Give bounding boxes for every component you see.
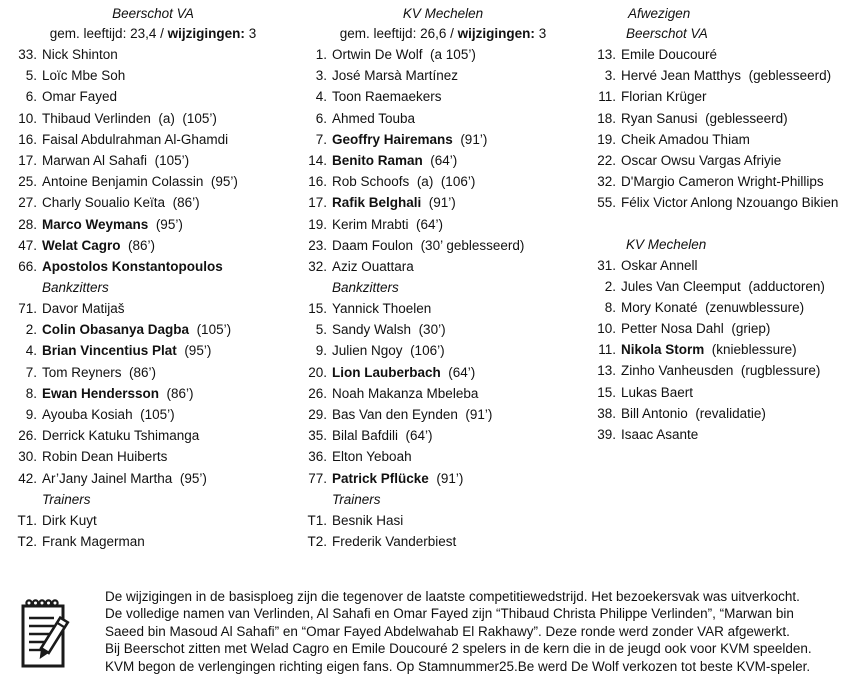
player-row: [592, 171, 868, 192]
home-trainers-heading: Trainers: [42, 491, 91, 507]
player-row: [8, 404, 298, 425]
player-row: [298, 468, 588, 489]
player-note: (64’): [430, 152, 458, 168]
player-number: 42.: [18, 470, 37, 486]
player-number: 77.: [308, 470, 327, 486]
player-number: 8.: [25, 385, 37, 401]
player-name: Bas Van den Eynden: [332, 407, 458, 422]
player-number: 18.: [597, 110, 616, 126]
player-name: Kerim Mrabti: [332, 216, 409, 232]
player-name: Ryan Sanusi: [621, 110, 698, 126]
player-row: [298, 404, 588, 425]
player-row: [298, 256, 588, 277]
player-number: 71.: [18, 301, 37, 317]
player-note: (106’): [410, 343, 445, 359]
player-name: Yannick Thoelen: [332, 301, 432, 317]
player-name: Colin Obasanya Dagba: [42, 322, 190, 338]
player-name: Ewan Hendersson: [42, 385, 160, 401]
player-note: (95’): [179, 470, 207, 486]
player-note: (105’): [196, 322, 232, 338]
player-number: 35.: [308, 428, 327, 444]
player-note: (95’): [184, 343, 212, 359]
absentees-away-team-heading: KV Mechelen: [626, 236, 707, 252]
player-row: [592, 86, 868, 107]
player-name: Frederik Vanderbiest: [332, 533, 457, 549]
player-note: (86’): [166, 385, 194, 401]
player-row: [298, 108, 588, 129]
player-number: 6.: [25, 89, 37, 105]
player-number: 32.: [597, 174, 616, 190]
home-changes-label: wijzigingen:: [167, 26, 245, 41]
absentees-away-list: [592, 255, 868, 446]
player-number: 10.: [18, 110, 37, 126]
player-number: 30.: [18, 449, 37, 465]
player-row: [592, 44, 868, 65]
home-starters-list: [8, 44, 298, 277]
player-row: [298, 383, 588, 404]
player-name: Derrick Katuku Tshimanga: [42, 428, 200, 444]
player-name: Omar Fayed: [42, 89, 118, 105]
player-name: Lion Lauberbach: [332, 364, 441, 380]
player-name: Marwan Al Sahafi: [42, 152, 148, 168]
player-name: Rafik Belghali: [332, 195, 422, 211]
player-number: T1.: [17, 512, 37, 528]
player-number: 1.: [315, 47, 327, 62]
player-note: (a 105’): [430, 47, 476, 62]
player-number: 26.: [308, 385, 327, 401]
player-row: [592, 297, 868, 318]
footer-line: De volledige namen van Verlinden, Al Sahafi en Omar Fayed zijn “Thibaud Christa Philippe Verlinden”, “Marwan bin: [105, 606, 794, 622]
player-number: 15.: [308, 301, 327, 317]
player-row: [8, 510, 298, 531]
player-number: T2.: [307, 533, 327, 549]
player-row: [298, 298, 588, 319]
player-name: Brian Vincentius Plat: [42, 343, 177, 359]
absentees-title: Afwezigen: [628, 6, 691, 21]
away-team-column: [298, 4, 588, 552]
player-number: 19.: [597, 131, 616, 147]
player-row: [592, 382, 868, 403]
away-bench-list: [298, 298, 588, 489]
player-number: 28.: [18, 216, 37, 232]
player-row: [592, 192, 868, 213]
player-name: Patrick Pflücke: [332, 470, 429, 486]
player-name: Isaac Asante: [621, 427, 699, 442]
player-row: [8, 192, 298, 213]
player-note: (91’): [436, 470, 464, 486]
home-team-stats: [8, 23, 298, 44]
home-age-value: 23,4: [130, 26, 157, 41]
away-starters-list: [298, 44, 588, 277]
player-note: (86’): [128, 237, 156, 253]
player-name: Elton Yeboah: [332, 449, 412, 465]
player-number: 20.: [308, 364, 327, 380]
player-row: [298, 340, 588, 361]
player-name: Oscar Owsu Vargas Afriyie: [621, 152, 782, 168]
player-name: Rob Schoofs: [332, 174, 410, 190]
player-row: [298, 235, 588, 256]
home-changes-value: 3: [248, 26, 257, 41]
player-number: 55.: [597, 195, 616, 211]
player-row: [8, 44, 298, 65]
player-row: [298, 129, 588, 150]
player-name: Jules Van Cleemput: [621, 278, 741, 294]
player-row: [592, 108, 868, 129]
away-age-value: 26,6: [420, 26, 447, 41]
player-number: 15.: [597, 384, 616, 400]
player-row: [592, 339, 868, 360]
player-name: Daam Foulon: [332, 237, 414, 253]
player-name: Félix Victor Anlong Nzouango Bikien: [621, 195, 839, 211]
player-number: 32.: [308, 258, 327, 274]
player-note: (86’): [129, 364, 157, 380]
player-name: Julien Ngoy: [332, 343, 403, 359]
player-name: Besnik Hasi: [332, 512, 404, 528]
player-number: 66.: [18, 258, 37, 274]
player-row: [298, 531, 588, 552]
player-name: Toon Raemaekers: [332, 89, 442, 105]
player-number: 6.: [315, 110, 327, 126]
home-team-column: [8, 4, 298, 552]
player-number: 7.: [315, 131, 327, 147]
player-row: [8, 150, 298, 171]
player-note: (105’): [154, 152, 190, 168]
player-row: [8, 65, 298, 86]
player-name: Ayouba Kosiah: [42, 407, 133, 422]
player-note: (30’): [418, 322, 446, 338]
player-number: 39.: [597, 427, 616, 442]
player-number: 47.: [18, 237, 37, 253]
absentees-home-team-heading: Beerschot VA: [626, 26, 708, 41]
player-note: (geblesseerd): [748, 68, 832, 84]
player-row: [592, 129, 868, 150]
player-number: 5.: [315, 322, 327, 338]
player-row: [298, 362, 588, 383]
player-number: 4.: [315, 89, 327, 105]
player-note: (64’): [448, 364, 476, 380]
player-row: [592, 360, 868, 381]
player-note: (91’): [460, 131, 488, 147]
player-name: Oskar Annell: [621, 257, 698, 273]
player-name: Petter Nosa Dahl: [621, 321, 724, 337]
player-number: T1.: [307, 512, 327, 528]
player-number: 27.: [18, 195, 37, 211]
player-name: Hervé Jean Matthys: [621, 68, 742, 84]
player-number: 31.: [597, 257, 616, 273]
player-name: Thibaud Verlinden: [42, 110, 151, 126]
player-row: [8, 383, 298, 404]
player-name: Tom Reyners: [42, 364, 122, 380]
player-row: [298, 214, 588, 235]
footer-line: De wijzigingen in de basisploeg zijn die tegenover de laatste competitiewedstrijd. Het bezoekersvak was uitverkocht.: [105, 589, 800, 604]
player-name: Florian Krüger: [621, 89, 707, 105]
player-number: 9.: [25, 407, 37, 422]
player-number: 25.: [18, 174, 37, 190]
player-row: [8, 319, 298, 340]
player-number: 17.: [18, 152, 37, 168]
player-row: [592, 150, 868, 171]
player-note: (rugblessure): [740, 363, 821, 379]
player-name: Faisal Abdulrahman Al-Ghamdi: [42, 131, 229, 147]
player-row: [298, 86, 588, 107]
player-number: 2.: [604, 278, 616, 294]
player-name: José Marsà Martínez: [332, 68, 459, 84]
player-note: (revalidatie): [695, 405, 766, 421]
player-row: [298, 319, 588, 340]
player-row: [298, 65, 588, 86]
player-note: (knieblessure): [711, 342, 797, 358]
player-row: [8, 86, 298, 107]
home-team-title: Beerschot VA: [112, 6, 194, 21]
player-name: Ortwin De Wolf: [332, 47, 423, 62]
player-name: Welat Cagro: [42, 237, 121, 253]
home-separator: /: [160, 26, 164, 41]
player-name: Mory Konaté: [621, 299, 698, 315]
player-number: 11.: [598, 89, 616, 105]
player-number: 22.: [597, 152, 616, 168]
player-note: (zenuwblessure): [705, 299, 805, 315]
player-note: (95’): [210, 174, 238, 190]
player-note: (64’): [416, 216, 444, 232]
player-row: [298, 192, 588, 213]
player-name: Benito Raman: [332, 152, 423, 168]
player-name: Nick Shinton: [42, 47, 118, 62]
player-number: 5.: [25, 68, 37, 84]
player-note: (geblesseerd): [705, 110, 788, 126]
away-team-stats: [298, 23, 588, 44]
player-number: 2.: [25, 322, 37, 338]
player-row: [592, 318, 868, 339]
footer-line: Bij Beerschot zitten met Welad Cagro en Emile Doucouré 2 spelers in de kern die in de jeugd ook voor KVM speelden.: [105, 641, 812, 657]
player-row: [298, 425, 588, 446]
player-name: Geoffry Hairemans: [332, 131, 453, 147]
player-number: 3.: [604, 68, 616, 84]
home-trainers-list: [8, 510, 298, 552]
player-number: 23.: [308, 237, 327, 253]
absentees-column: [592, 4, 868, 445]
player-number: 11.: [598, 342, 616, 358]
player-number: 29.: [308, 407, 327, 422]
player-name: Dirk Kuyt: [42, 512, 97, 528]
player-number: 4.: [25, 343, 37, 359]
player-row: [592, 276, 868, 297]
home-bench-heading: Bankzitters: [42, 280, 109, 296]
player-name: Loïc Mbe Soh: [42, 68, 126, 84]
away-changes-label: wijzigingen:: [457, 26, 535, 41]
away-separator: /: [450, 26, 454, 41]
player-note: (105’): [140, 407, 175, 422]
absentees-home-list: [592, 44, 868, 214]
player-note: (griep): [731, 321, 771, 337]
away-trainers-heading: Trainers: [332, 491, 381, 507]
player-row: [8, 171, 298, 192]
player-number: 10.: [597, 321, 616, 337]
player-name: Charly Soualio Keïta: [42, 195, 166, 211]
player-row: [8, 298, 298, 319]
player-number: T2.: [17, 533, 37, 549]
player-row: [8, 531, 298, 552]
player-number: 38.: [597, 405, 616, 421]
player-number: 13.: [597, 363, 616, 379]
player-row: [8, 468, 298, 489]
player-note: (91’): [465, 407, 493, 422]
player-row: [592, 424, 868, 445]
home-bench-list: [8, 298, 298, 489]
player-row: [8, 425, 298, 446]
player-number: 3.: [315, 68, 327, 84]
player-note: (91’): [428, 195, 456, 211]
player-row: [592, 255, 868, 276]
player-note: (95’): [155, 216, 183, 232]
player-number: 14.: [308, 152, 327, 168]
player-row: [8, 446, 298, 467]
player-name: Apostolos Konstantopoulos: [42, 258, 223, 274]
player-note: (86’): [172, 195, 200, 211]
player-row: [8, 362, 298, 383]
player-row: [8, 129, 298, 150]
player-row: [8, 256, 298, 277]
player-row: [592, 403, 868, 424]
player-number: 26.: [18, 428, 37, 444]
player-note: (a) (106’): [416, 174, 476, 190]
player-name: Marco Weymans: [42, 216, 149, 232]
player-name: Aziz Ouattara: [332, 258, 414, 274]
player-number: 16.: [308, 174, 327, 190]
player-number: 16.: [18, 131, 37, 147]
away-trainers-list: [298, 510, 588, 552]
player-name: Sandy Walsh: [332, 322, 412, 338]
player-name: Davor Matijaš: [42, 301, 125, 317]
player-row: [298, 510, 588, 531]
player-name: Robin Dean Huiberts: [42, 449, 168, 465]
player-name: Zinho Vanheusden: [621, 363, 734, 379]
player-name: D'Margio Cameron Wright-Phillips: [621, 174, 824, 190]
player-number: 13.: [597, 47, 616, 62]
player-row: [8, 340, 298, 361]
player-number: 9.: [315, 343, 327, 359]
footer-notes: [105, 588, 868, 675]
player-row: [298, 171, 588, 192]
player-number: 8.: [604, 299, 616, 315]
player-note: (a) (105’): [158, 110, 217, 126]
player-row: [298, 150, 588, 171]
player-number: 36.: [308, 449, 327, 465]
player-note: (30’ geblesseerd): [420, 237, 525, 253]
player-name: Bilal Bafdili: [332, 428, 399, 444]
player-row: [298, 446, 588, 467]
home-age-label: gem. leeftijd:: [49, 26, 127, 41]
player-name: Noah Makanza Mbeleba: [332, 385, 479, 401]
player-name: Antoine Benjamin Colassin: [42, 174, 204, 190]
player-number: 7.: [25, 364, 37, 380]
player-row: [8, 108, 298, 129]
notes-pencil-icon: [20, 598, 76, 672]
player-name: Frank Magerman: [42, 533, 145, 549]
player-name: Emile Doucouré: [621, 47, 718, 62]
player-row: [298, 44, 588, 65]
player-name: Nikola Storm: [621, 342, 705, 358]
player-name: Bill Antonio: [621, 405, 688, 421]
player-name: Ahmed Touba: [332, 110, 416, 126]
player-row: [8, 214, 298, 235]
away-age-label: gem. leeftijd:: [339, 26, 417, 41]
player-name: Cheik Amadou Thiam: [621, 131, 750, 147]
player-number: 19.: [308, 216, 327, 232]
away-team-title: KV Mechelen: [402, 6, 484, 21]
away-bench-heading: Bankzitters: [332, 280, 399, 296]
player-name: Ar’Jany Jainel Martha: [42, 470, 173, 486]
player-row: [8, 235, 298, 256]
footer-line: Saeed bin Masoud Al Sahafi” en “Omar Fayed Abdelwahab El Rakhawy”. Deze ronde werd zonder VAR afgewerkt.: [105, 623, 790, 639]
player-name: Lukas Baert: [621, 384, 694, 400]
player-note: (adductoren): [748, 278, 825, 294]
player-number: 17.: [308, 195, 327, 211]
player-row: [592, 65, 868, 86]
footer-line: KVM begon de verlengingen richting eigen fans. Op Stamnummer25.Be werd De Wolf verkozen tot beste KVM-speler.: [105, 658, 811, 674]
player-number: 33.: [18, 47, 37, 62]
away-changes-value: 3: [538, 26, 547, 41]
player-note: (64’): [405, 428, 433, 444]
